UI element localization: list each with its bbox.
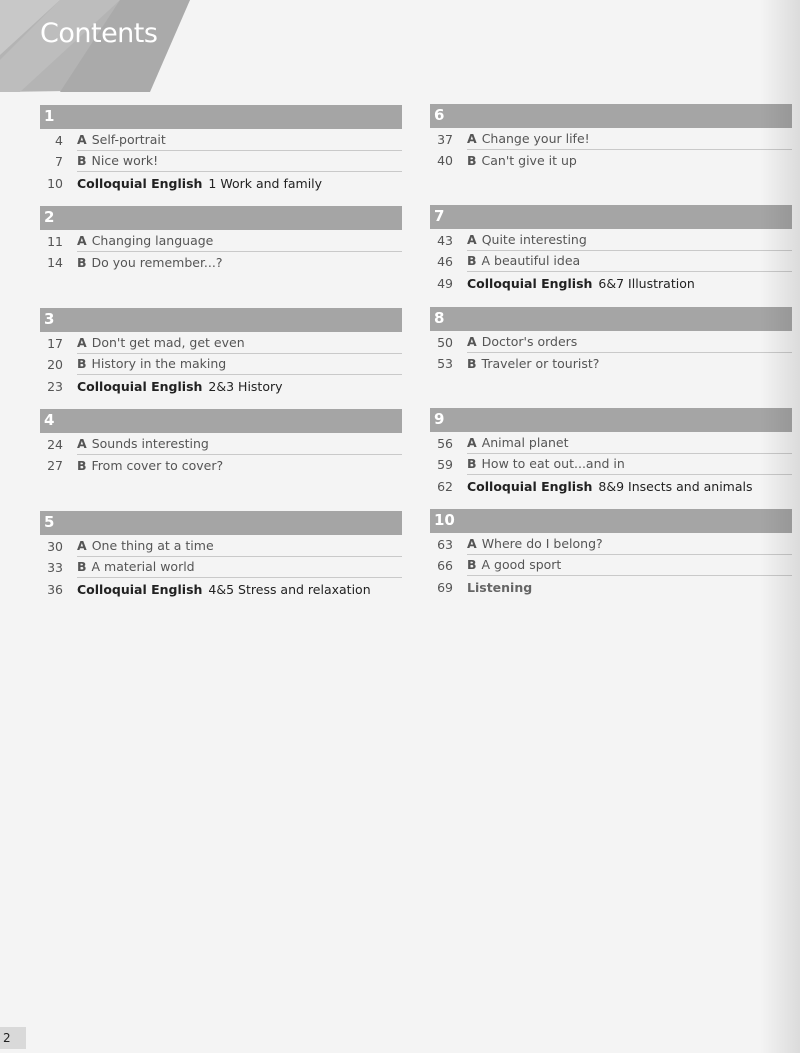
entry — [77, 578, 402, 600]
lesson-title: Changing language — [91, 232, 214, 248]
page-ref: 20 — [47, 357, 63, 372]
page-number: 2 — [0, 1027, 26, 1049]
lesson-title: Sounds interesting — [91, 435, 209, 451]
unit-number: 1 — [44, 107, 55, 125]
entry — [77, 332, 402, 354]
entry — [467, 251, 792, 273]
list-item[interactable] — [40, 455, 402, 477]
lesson-letter: A — [467, 130, 477, 146]
list-item[interactable] — [430, 353, 792, 375]
lesson-letter: B — [77, 356, 87, 371]
lesson-title: A beautiful idea — [481, 253, 581, 268]
colloquial-english-label: Colloquial English — [467, 275, 593, 291]
entry — [77, 129, 402, 151]
lesson-letter: A — [467, 333, 477, 349]
lesson-letter: A — [467, 231, 477, 247]
page-ref: 50 — [437, 334, 453, 350]
lesson-title: Self-portrait — [91, 131, 166, 147]
unit-bar — [430, 408, 792, 432]
list-item[interactable] — [40, 375, 402, 397]
lesson-letter: B — [77, 153, 87, 168]
page-ref: 7 — [55, 154, 63, 169]
unit-number: 4 — [44, 411, 55, 429]
page-ref: 59 — [437, 457, 453, 472]
lesson-title: Traveler or tourist? — [481, 356, 600, 371]
unit-bar — [430, 307, 792, 331]
entry — [467, 555, 792, 577]
list-item[interactable] — [430, 229, 792, 251]
page-ref: 36 — [47, 581, 63, 597]
page-ref: 53 — [437, 356, 453, 371]
unit-3 — [40, 308, 402, 397]
page-ref: 37 — [437, 131, 453, 147]
lesson-letter: B — [77, 458, 87, 473]
page-ref: 27 — [47, 458, 63, 473]
unit-bar — [430, 205, 792, 229]
list-item[interactable] — [40, 129, 402, 151]
lesson-letter: B — [467, 153, 477, 168]
unit-2 — [40, 206, 402, 273]
lesson-title: From cover to cover? — [91, 458, 224, 473]
entry — [467, 128, 792, 150]
page-ref: 56 — [437, 435, 453, 451]
lesson-letter: A — [77, 131, 87, 147]
entry — [77, 535, 402, 557]
colloquial-english-label: Colloquial English — [467, 478, 593, 494]
colloquial-english-label: Colloquial English — [77, 378, 203, 394]
page-ref: 30 — [47, 538, 63, 554]
list-item[interactable] — [430, 576, 792, 598]
unit-number: 2 — [44, 208, 55, 226]
entry — [77, 151, 402, 173]
list-item[interactable] — [40, 557, 402, 579]
unit-number: 5 — [44, 513, 55, 531]
lesson-letter: A — [77, 232, 87, 248]
entry — [467, 150, 792, 172]
lesson-letter: B — [77, 559, 87, 574]
list-item[interactable] — [40, 172, 402, 194]
page-ref: 33 — [47, 560, 63, 575]
unit-7 — [430, 205, 792, 294]
lesson-title: 8&9 Insects and animals — [598, 478, 753, 494]
lesson-letter: A — [467, 535, 477, 551]
unit-8 — [430, 307, 792, 374]
list-item[interactable] — [430, 251, 792, 273]
lesson-title: Where do I belong? — [481, 535, 603, 551]
lesson-title: 6&7 Illustration — [598, 275, 695, 291]
listening-label: Listening — [467, 579, 533, 595]
page-ref: 4 — [55, 132, 63, 148]
list-item[interactable] — [40, 151, 402, 173]
unit-4 — [40, 409, 402, 476]
unit-number: 7 — [434, 207, 445, 225]
unit-bar — [40, 409, 402, 433]
page-ref: 17 — [47, 335, 63, 351]
lesson-letter: B — [467, 456, 477, 471]
unit-bar — [40, 206, 402, 230]
list-item[interactable] — [40, 252, 402, 274]
list-item[interactable] — [40, 578, 402, 600]
list-item[interactable] — [430, 555, 792, 577]
entry — [467, 353, 792, 375]
list-item[interactable] — [430, 331, 792, 353]
unit-6 — [430, 104, 792, 171]
lesson-title: Don't get mad, get even — [91, 334, 245, 350]
lesson-title: Quite interesting — [481, 231, 587, 247]
unit-number: 6 — [434, 106, 445, 124]
lesson-title: Can't give it up — [481, 153, 577, 168]
entry — [467, 454, 792, 476]
lesson-letter: A — [77, 537, 87, 553]
entry — [467, 576, 792, 598]
lesson-title: History in the making — [91, 356, 227, 371]
lesson-letter: B — [467, 557, 477, 572]
page-ref: 49 — [437, 275, 453, 291]
unit-number: 8 — [434, 309, 445, 327]
page-ref: 62 — [437, 478, 453, 494]
entry — [77, 172, 402, 194]
page-ref: 63 — [437, 536, 453, 552]
lesson-title: A material world — [91, 559, 195, 574]
entry — [467, 475, 792, 497]
entry — [77, 557, 402, 579]
lesson-letter: B — [77, 255, 87, 270]
lesson-title: 4&5 Stress and relaxation — [208, 581, 371, 597]
lesson-title: A good sport — [481, 557, 562, 572]
list-item[interactable] — [40, 535, 402, 557]
unit-number: 3 — [44, 310, 55, 328]
unit-1 — [40, 105, 402, 194]
page-ref: 69 — [437, 579, 453, 595]
colloquial-english-label: Colloquial English — [77, 175, 203, 191]
entry — [77, 433, 402, 455]
page-ref: 43 — [437, 232, 453, 248]
entry — [77, 230, 402, 252]
lesson-title: One thing at a time — [91, 537, 214, 553]
list-item[interactable] — [430, 475, 792, 497]
unit-5 — [40, 511, 402, 600]
entry — [467, 272, 792, 294]
lesson-title: Animal planet — [481, 434, 569, 450]
lesson-title: Do you remember...? — [91, 255, 223, 270]
unit-10 — [430, 509, 792, 598]
lesson-title: Change your life! — [481, 130, 590, 146]
list-item[interactable] — [430, 150, 792, 172]
list-item[interactable] — [430, 533, 792, 555]
colloquial-english-label: Colloquial English — [77, 581, 203, 597]
entry — [467, 331, 792, 353]
lesson-letter: A — [77, 334, 87, 350]
list-item[interactable] — [430, 432, 792, 454]
lesson-title: Doctor's orders — [481, 333, 578, 349]
lesson-letter: B — [467, 253, 477, 268]
unit-bar — [40, 105, 402, 129]
page-ref: 66 — [437, 558, 453, 573]
page-title: Contents — [40, 18, 158, 49]
list-item[interactable] — [430, 128, 792, 150]
list-item[interactable] — [430, 454, 792, 476]
unit-number: 9 — [434, 410, 445, 428]
entry — [467, 533, 792, 555]
lesson-title: How to eat out...and in — [481, 456, 625, 471]
page-edge-shadow — [760, 0, 800, 1053]
unit-bar — [430, 104, 792, 128]
unit-9 — [430, 408, 792, 497]
entry — [77, 455, 402, 477]
lesson-title: 2&3 History — [208, 378, 283, 394]
list-item[interactable] — [40, 332, 402, 354]
unit-bar — [40, 308, 402, 332]
list-item[interactable] — [40, 433, 402, 455]
page-ref: 10 — [47, 175, 63, 191]
entry — [77, 354, 402, 376]
page-ref: 14 — [47, 255, 63, 270]
entry — [467, 432, 792, 454]
lesson-letter: A — [467, 434, 477, 450]
entry — [77, 252, 402, 274]
list-item[interactable] — [40, 230, 402, 252]
entry — [77, 375, 402, 397]
lesson-letter: A — [77, 435, 87, 451]
lesson-title: 1 Work and family — [208, 175, 323, 191]
unit-bar — [430, 509, 792, 533]
lesson-letter: B — [467, 356, 477, 371]
list-item[interactable] — [430, 272, 792, 294]
lesson-title: Nice work! — [91, 153, 159, 168]
page-ref: 40 — [437, 153, 453, 168]
page-ref: 23 — [47, 378, 63, 394]
list-item[interactable] — [40, 354, 402, 376]
page-ref: 24 — [47, 436, 63, 452]
entry — [467, 229, 792, 251]
unit-number: 10 — [434, 511, 455, 529]
page-ref: 11 — [47, 233, 63, 249]
unit-bar — [40, 511, 402, 535]
page-ref: 46 — [437, 254, 453, 269]
